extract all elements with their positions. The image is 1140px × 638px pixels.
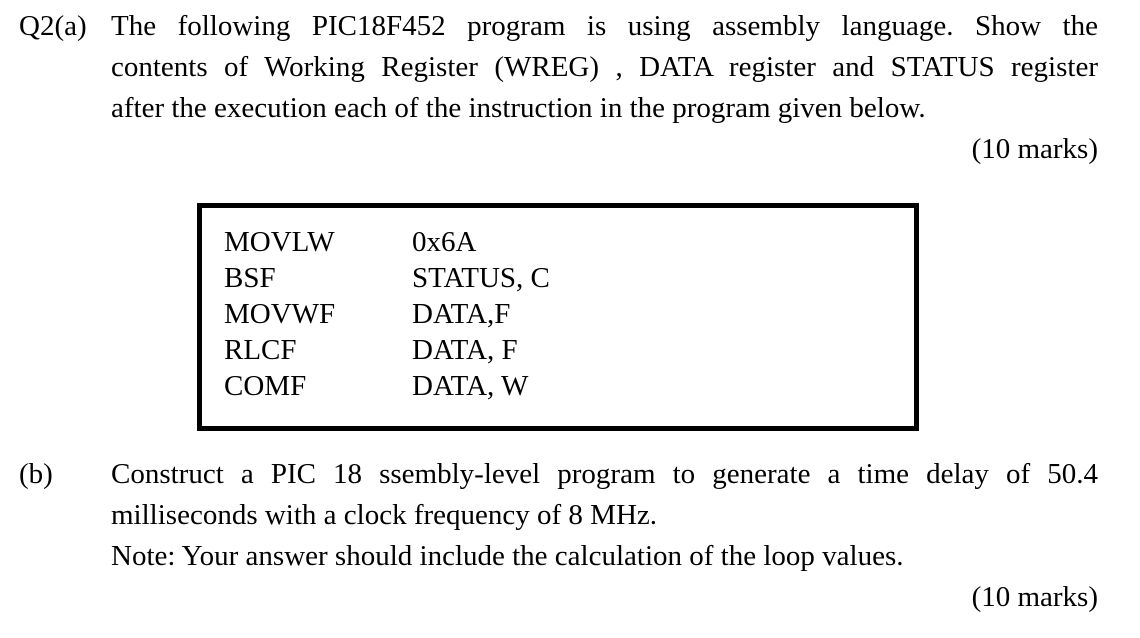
- code-mnemonic: COMF: [224, 370, 307, 402]
- question-a-text: [111, 6, 1098, 129]
- question-a-line: The following PIC18F452 program is using assembly language. Show the: [111, 10, 1098, 42]
- code-line: [224, 332, 518, 368]
- code-mnemonic: RLCF: [224, 334, 297, 366]
- question-b-line: milliseconds with a clock frequency of 8 MHz.: [111, 499, 658, 531]
- question-a-line: contents of Working Register (WREG) , DATA register and STATUS register: [111, 51, 1098, 83]
- code-mnemonic: MOVWF: [224, 298, 336, 330]
- question-a-label: Q2(a): [19, 10, 87, 42]
- question-b-line: Construct a PIC 18 ssembly-level program to generate a time delay of 50.4: [111, 458, 1098, 490]
- question-b-line: Note: Your answer should include the calculation of the loop values.: [111, 540, 904, 572]
- code-line: [224, 224, 476, 260]
- code-line: [224, 260, 550, 296]
- code-line: [224, 296, 510, 332]
- question-b-label: (b): [19, 458, 53, 490]
- code-mnemonic: MOVLW: [224, 226, 335, 258]
- question-b-text: [111, 454, 1098, 577]
- question-a-line: after the execution each of the instruction in the program given below.: [111, 92, 926, 124]
- question-a-marks: (10 marks): [971, 133, 1098, 165]
- code-operand: DATA, W: [412, 370, 529, 402]
- code-listing-box: [197, 203, 919, 431]
- code-operand: DATA,F: [412, 298, 511, 330]
- code-mnemonic: BSF: [224, 262, 276, 294]
- code-operand: DATA, F: [412, 334, 518, 366]
- code-operand: 0x6A: [412, 226, 477, 258]
- code-operand: STATUS, C: [412, 262, 550, 294]
- code-line: [224, 368, 528, 404]
- question-b-marks: (10 marks): [971, 581, 1098, 613]
